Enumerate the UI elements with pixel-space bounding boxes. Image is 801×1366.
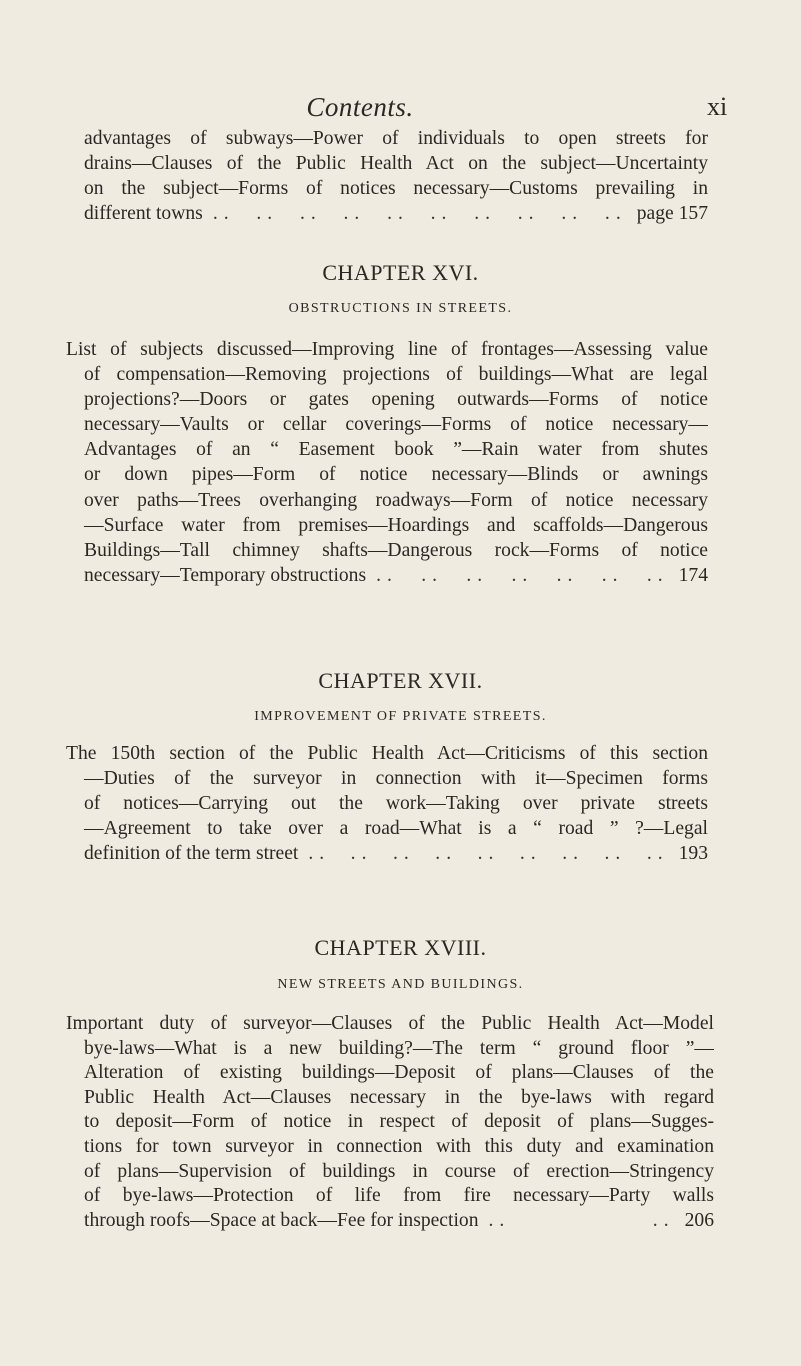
chapter-summary [66,1012,714,1233]
entry-line: The 150th section of the Public Health Act—Criticisms of this section [66,743,708,764]
entry-line: necessary—Vaults or cellar coverings—Forms of notice necessary— [84,414,708,436]
entry-line: drains—Clauses of the Public Health Act on the subject—Uncertainty [84,153,708,175]
dot-leader: .. .. .. .. .. .. .. .. .. [308,843,669,865]
entry-line: projections?—Doors or gates opening outwards—Forms of notice [84,389,708,411]
chapter-subtitle: OBSTRUCTIONS IN STREETS. [288,301,513,316]
page-reference: 174 [678,564,708,586]
chapter-heading: CHAPTER XVII. [318,668,483,693]
chapter-summary [66,337,708,588]
chapter-subtitle: IMPROVEMENT OF PRIVATE STREETS. [254,709,547,724]
entry-line: of notices—Carrying out the work—Taking over private streets [84,793,708,815]
page-reference: 193 [678,843,708,865]
entry-line: over paths—Trees overhanging roadways—Form of notice necessary [84,489,708,511]
page-reference: page 157 [636,203,708,225]
chapter-subtitle: NEW STREETS AND BUILDINGS. [277,977,524,992]
entry-line: or down pipes—Form of notice necessary—Blinds or awnings [84,464,708,486]
entry-line: —Duties of the surveyor in connection with it—Specimen forms [84,768,708,790]
running-title: Contents. [306,92,414,122]
entry-line-text: different towns [84,203,203,225]
contents-entry-continued [84,126,708,226]
entry-line: tions for town surveyor in connection with this duty and examination [84,1135,714,1157]
entry-line: on the subject—Forms of notices necessary—Customs prevailing in [84,178,708,200]
entry-line: —Agreement to take over a road—What is a “ road ” ?—Legal [84,818,708,840]
entry-last-line [66,841,708,866]
entry-line: of compensation—Removing projections of buildings—What are legal [84,364,708,386]
entry-line-text: through roofs—Space at back—Fee for inspection [84,1209,479,1231]
page-reference: 206 [684,1209,714,1231]
entry-last-line [66,563,708,588]
entry-line: to deposit—Form of notice in respect of deposit of plans—Sugges- [84,1111,714,1133]
entry-line: Important duty of surveyor—Clauses of the Public Health Act—Model [66,1013,714,1034]
entry-line: —Surface water from premises—Hoardings and scaffolds—Dangerous [84,514,708,536]
entry-line: of plans—Supervision of buildings in course of erection—Stringency [84,1160,714,1182]
entry-last-line [84,201,708,226]
running-head [0,92,801,128]
dot-leader: .. .. .. .. .. .. .. .. .. .. [212,203,627,225]
entry-line: Alteration of existing buildings—Deposit of plans—Clauses of the [84,1062,714,1084]
entry-line: Public Health Act—Clauses necessary in the bye-laws with regard [84,1086,714,1108]
chapter-heading: CHAPTER XVI. [322,260,479,285]
entry-line: of bye-laws—Protection of life from fire necessary—Party walls [84,1185,714,1207]
chapter-summary [66,741,708,866]
dot-leader: .. .. .. .. .. .. .. [376,564,669,586]
entry-line-text: definition of the term street [84,843,299,865]
chapter-heading: CHAPTER XVIII. [314,935,487,960]
entry-line: Advantages of an “ Easement book ”—Rain water from shutes [84,439,708,461]
page-number: xi [707,92,728,121]
dot-leader: .. .. [488,1209,675,1231]
entry-line: advantages of subways—Power of individuals to open streets for [84,128,708,149]
entry-last-line [66,1209,714,1234]
entry-line: Buildings—Tall chimney shafts—Dangerous rock—Forms of notice [84,539,708,561]
entry-line-text: necessary—Temporary obstructions [84,564,367,586]
entry-line: List of subjects discussed—Improving line of frontages—Assessing value [66,339,708,360]
entry-line: bye-laws—What is a new building?—The term “ ground floor ”— [84,1037,714,1059]
